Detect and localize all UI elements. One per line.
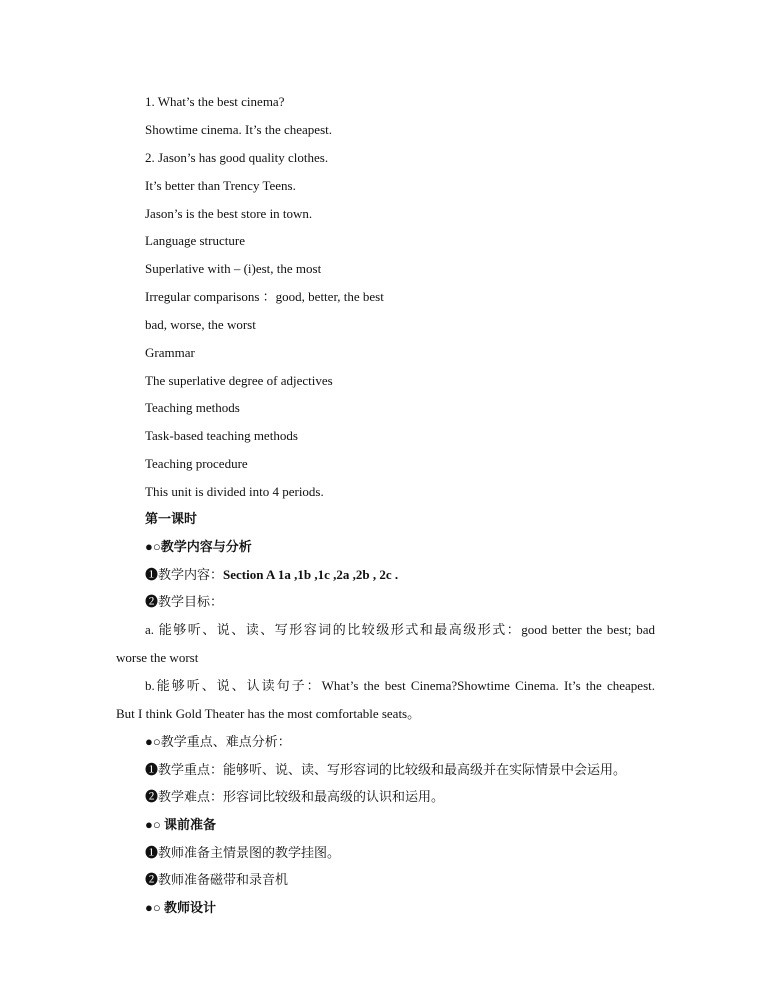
grammar-topic: The superlative degree of adjectives — [145, 373, 333, 388]
example-sentence-better: It’s better than Trency Teens. — [145, 178, 296, 193]
teaching-content-sections: Section A 1a ,1b ,1c ,2a ,2b , 2c . — [223, 567, 399, 582]
example-question-1: 1. What’s the best cinema? — [145, 94, 285, 109]
heading-language-structure: Language structure — [145, 233, 245, 248]
irregular-comparisons-bad: bad, worse, the worst — [145, 317, 256, 332]
goal-a-line2: worse the worst — [116, 650, 199, 665]
heading-teaching-procedure: Teaching procedure — [145, 456, 248, 471]
unit-periods-text: This unit is divided into 4 periods. — [145, 484, 324, 499]
goal-b-line1: b.能够听、说、认读句子：What’s the best Cinema?Showtime Cinema. It’s the cheapest. — [145, 678, 655, 693]
example-sentence-best: Jason’s is the best store in town. — [145, 206, 313, 221]
heading-teacher-design: ●○ 教师设计 — [145, 900, 216, 915]
heading-preparation: ●○ 课前准备 — [145, 817, 216, 832]
teaching-content — [145, 567, 398, 583]
preparation-wall-chart: ❶教师准备主情景图的教学挂图。 — [145, 845, 341, 860]
superlative-rule: Superlative with – (i)est, the most — [145, 261, 322, 276]
teaching-goals-label: ❷教学目标： — [145, 594, 224, 609]
key-point: ❶教学重点：能够听、说、读、写形容词的比较级和最高级并在实际情景中会运用。 — [145, 762, 627, 777]
irregular-comparisons: Irregular comparisons ：good, better, the best — [145, 289, 384, 304]
teaching-method-text: Task-based teaching methods — [145, 428, 298, 443]
heading-content-analysis: ●○教学内容与分析 — [145, 539, 252, 554]
heading-grammar: Grammar — [145, 345, 195, 360]
difficult-point: ❷教学难点：形容词比较级和最高级的认识和运用。 — [145, 789, 445, 804]
example-question-2: 2. Jason’s has good quality clothes. — [145, 150, 329, 165]
heading-first-period: 第一课时 — [145, 511, 198, 526]
example-answer-1: Showtime cinema. It’s the cheapest. — [145, 122, 333, 137]
preparation-tape-recorder: ❷教师准备磁带和录音机 — [145, 872, 289, 887]
goal-b-line2: But I think Gold Theater has the most comfortable seats。 — [116, 706, 421, 721]
heading-key-points: ●○教学重点、难点分析： — [145, 734, 291, 749]
heading-teaching-methods: Teaching methods — [145, 400, 240, 415]
goal-a-line1: a. 能够听、说、读、写形容词的比较级形式和最高级形式：good better the best; bad — [145, 622, 655, 637]
teaching-content-label: ❶教学内容： — [145, 567, 224, 582]
